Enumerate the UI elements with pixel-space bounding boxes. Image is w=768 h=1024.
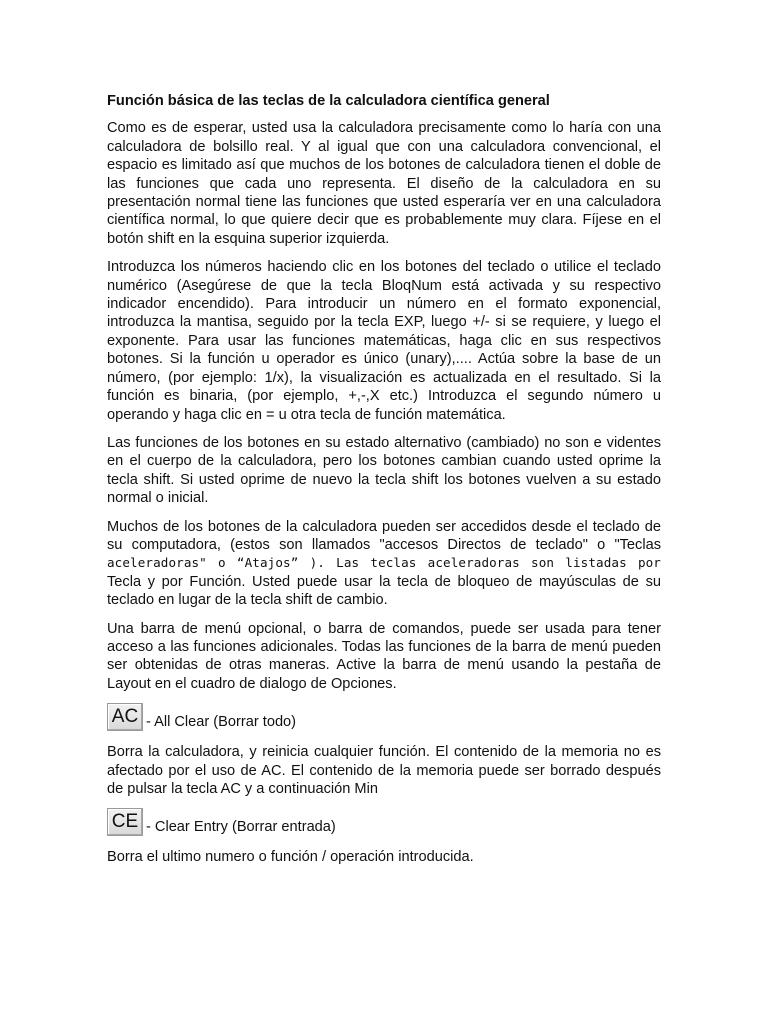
shortcuts-text-part3: Tecla y por Función. Usted puede usar la tecla de bloqueo de mayúsculas de su teclado en lugar de la tecla shift de cambio. bbox=[107, 573, 661, 609]
ce-key: CE bbox=[107, 808, 143, 836]
page-title: Función básica de las teclas de la calculadora científica general bbox=[107, 93, 550, 109]
paragraph-menu-bar: Una barra de menú opcional, o barra de comandos, puede ser usada para tener acceso a las funciones adicionales. Todas las funciones de la barra de menú pueden ser obtenidas de otras maneras. Active la barra de menú usando la pestaña de Layout en el cuadro de dialogo de Opciones. bbox=[107, 620, 661, 692]
shortcuts-text-part2: aceleradoras" o “Atajos” ). Las teclas aceleradoras son listadas por bbox=[107, 555, 661, 571]
paragraph-ac: Borra la calculadora, y reinicia cualquier función. El contenido de la memoria no es afectado por el uso de AC. El contenido de la memoria puede ser borrado después de pulsar la tecla AC y a continuación Min bbox=[107, 744, 661, 797]
paragraph-keyboard-shortcuts bbox=[107, 518, 661, 610]
ac-key: AC bbox=[107, 703, 143, 731]
ce-key-line bbox=[107, 808, 661, 836]
paragraph-alternate-state: Las funciones de los botones en su estado alternativo (cambiado) no son e videntes en el cuerpo de la calculadora, pero los botones cambian cuando usted oprime la tecla shift. Si usted oprime de nuevo la tecla shift los botones vuelven a su estado normal o inicial. bbox=[107, 434, 661, 507]
shortcuts-text-part1: Muchos de los botones de la calculadora pueden ser accedidos desde el teclado de su computadora, (estos son llamados "accesos Directos de teclado" o "Teclas bbox=[107, 518, 661, 553]
paragraph-intro: Como es de esperar, usted usa la calculadora precisamente como lo haría con una calculadora de bolsillo real. Y al igual que con una calculadora convencional, el espacio es limitado así que muchos de los botones de calculadora tienen el doble de las funciones que cada uno representa. El diseño de la calculadora en su presentación normal tiene las funciones que usted esperaría ver en una calculadora científica normal, lo que quiere decir que es probablemente muy clara. Fíjese en el botón shift en la esquina superior izquierda. bbox=[107, 120, 661, 247]
ac-key-description: - All Clear (Borrar todo) bbox=[146, 714, 297, 731]
document-content bbox=[107, 92, 661, 877]
ce-key-description: - Clear Entry (Borrar entrada) bbox=[146, 819, 336, 836]
paragraph-ce: Borra el ultimo numero o función / operación introducida. bbox=[107, 849, 474, 866]
paragraph-numbers: Introduzca los números haciendo clic en los botones del teclado o utilice el teclado numérico (Asegúrese de que la tecla BloqNum está activada y su respectivo indicador encendido). Para introducir un número en el formato exponencial, introduzca la mantisa, seguido por la tecla EXP, luego +/- si se requiere, y luego el exponente. Para usar las funciones matemáticas, haga clic en sus respectivos botones. Si la función u operador es único (unary),.... Actúa sobre la base de un número, (por ejemplo: 1/x), la visualización es actualizada en el resultado. Si la función es binaria, (por ejemplo, +,-,X etc.) Introduzca el segundo número u operando y haga clic en = u otra tecla de función matemática. bbox=[107, 259, 661, 423]
ac-key-line bbox=[107, 703, 661, 731]
